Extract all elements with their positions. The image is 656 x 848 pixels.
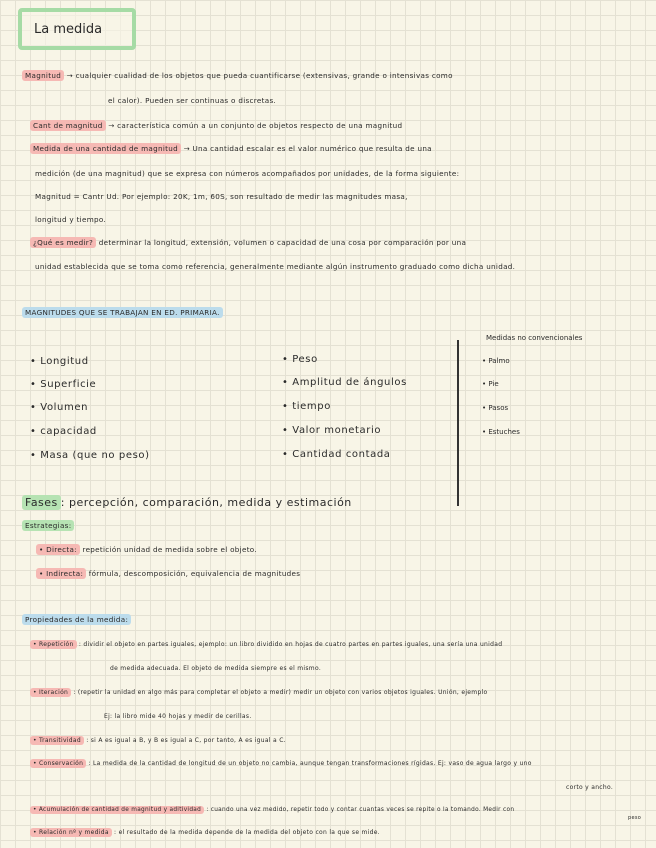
no-conventional-item: • Palmo <box>482 357 510 365</box>
que-definition <box>30 238 466 248</box>
magnitud-text-cont: el calor). Pueden ser continuas o discretas. <box>108 96 277 105</box>
propiedad-label: • Acumulación de cantidad de magnitud y aditividad <box>30 806 204 814</box>
no-conventional-item: • Estuches <box>482 428 520 436</box>
page-title-text: La medida <box>34 21 103 37</box>
no-conventional-heading: Medidas no convencionales <box>486 334 583 342</box>
propiedad-item <box>30 805 514 815</box>
magnitude-item: • Superficie <box>30 379 97 390</box>
propiedad-text: : cuando una vez medido, repetir todo y contar cuantas veces se repite o la tomando. Medir con <box>206 807 515 813</box>
que-text-2: unidad establecida que se toma como referencia, generalmente mediante algún instrumento graduado como dicha unidad. <box>35 262 516 271</box>
column-divider <box>457 340 459 506</box>
magnitude-item: • Valor monetario <box>282 425 382 436</box>
magnitud-text: → cualquier cualidad de los objetos que pueda cuantificarse (extensivas, grande o intensivas como <box>66 71 453 80</box>
propiedad-item <box>30 828 380 838</box>
propiedad-text: : (repetir la unidad en algo más para completar el objeto a medir) medir un objeto con varios objetos iguales. Unión, ejemplo <box>73 689 488 696</box>
estrategia-directa <box>36 545 257 555</box>
propiedades-heading-text: Propiedades de la medida: <box>22 614 131 625</box>
magnitude-item: • Peso <box>282 354 318 365</box>
propiedad-text: : dividir el objeto en partes iguales, ejemplo: un libro dividido en hojas de cuatro partes en partes iguales, una sería una unidad <box>78 641 503 648</box>
que-label: ¿Qué es medir? <box>30 237 96 248</box>
magnitude-item: • tiempo <box>282 401 331 412</box>
propiedad-text-cont: corto y ancho. <box>566 784 614 791</box>
medida-text: → Una cantidad escalar es el valor numérico que resulta de una <box>183 144 432 153</box>
fases-text: : percepción, comparación, medida y estimación <box>60 496 352 509</box>
magnitude-item: • Cantidad contada <box>282 449 391 460</box>
propiedad-label: • Transitividad <box>30 736 84 745</box>
medida-text-3: Magnitud = Cantr Ud. Por ejemplo: 20K, 1m, 60S, son resultado de medir las magnitudes masa, <box>35 192 408 201</box>
magnitude-item: • Volumen <box>30 402 89 413</box>
cant-text: → característica común a un conjunto de objetos respecto de una magnitud <box>108 121 403 130</box>
propiedad-text-cont: de medida adecuada. El objeto de medida siempre es el mismo. <box>110 665 322 672</box>
magnitud-label: Magnitud <box>22 70 64 81</box>
magnitude-item: • Masa (que no peso) <box>30 450 150 461</box>
medida-label: Medida de una cantidad de magnitud <box>30 143 181 154</box>
magnitudes-heading-text: MAGNITUDES QUE SE TRABAJAN EN ED. PRIMARIA. <box>22 307 223 318</box>
estrategias-label: Estrategias: <box>22 520 74 531</box>
medida-text-2: medición (de una magnitud) que se expresa con números acompañados por unidades, de la forma siguiente: <box>35 169 460 178</box>
propiedad-item <box>30 688 488 698</box>
propiedad-label: • Repetición <box>30 640 77 649</box>
medida-definition <box>30 144 432 154</box>
magnitude-item: • capacidad <box>30 426 97 437</box>
propiedades-heading <box>22 615 131 625</box>
indirecta-text: fórmula, descomposición, equivalencia de magnitudes <box>88 569 301 578</box>
propiedad-text: : si A es igual a B, y B es igual a C, por tanto, A es igual a C. <box>86 737 286 744</box>
propiedad-text-cont: peso <box>628 815 642 821</box>
fases-label: Fases <box>22 495 61 510</box>
propiedad-label: • Conservación <box>30 759 86 768</box>
propiedad-text: : La medida de la cantidad de longitud de un objeto no cambia, aunque tengan transformaciones rígidas. Ej: vaso de agua largo y uno <box>88 760 532 767</box>
magnitude-item: • Amplitud de ángulos <box>282 377 407 388</box>
indirecta-label: • Indirecta: <box>36 568 86 579</box>
page-title <box>18 8 136 50</box>
magnitud-definition <box>22 71 453 81</box>
propiedad-item <box>30 736 286 746</box>
magnitude-item: • Longitud <box>30 356 89 367</box>
propiedad-label: • Iteración <box>30 688 71 697</box>
directa-label: • Directa: <box>36 544 80 555</box>
cant-definition <box>30 121 402 131</box>
cant-label: Cant de magnitud <box>30 120 106 131</box>
propiedad-text-cont: Ej: la libro mide 40 hojas y medir de cerillas. <box>104 713 252 720</box>
no-conventional-item: • Pie <box>482 380 499 388</box>
magnitudes-heading <box>22 308 223 318</box>
propiedad-text: : el resultado de la medida depende de la medida del objeto con la que se mide. <box>114 829 380 836</box>
directa-text: repetición unidad de medida sobre el objeto. <box>82 545 257 554</box>
estrategias-heading <box>22 521 74 531</box>
medida-text-4: longitud y tiempo. <box>35 215 107 224</box>
estrategia-indirecta <box>36 569 300 579</box>
propiedad-item <box>30 640 502 650</box>
propiedad-item <box>30 759 532 769</box>
propiedad-label: • Relación nº y medida <box>30 828 112 837</box>
no-conventional-item: • Pasos <box>482 404 509 412</box>
que-text: determinar la longitud, extensión, volumen o capacidad de una cosa por comparación por una <box>98 238 467 247</box>
fases-line <box>22 496 352 509</box>
